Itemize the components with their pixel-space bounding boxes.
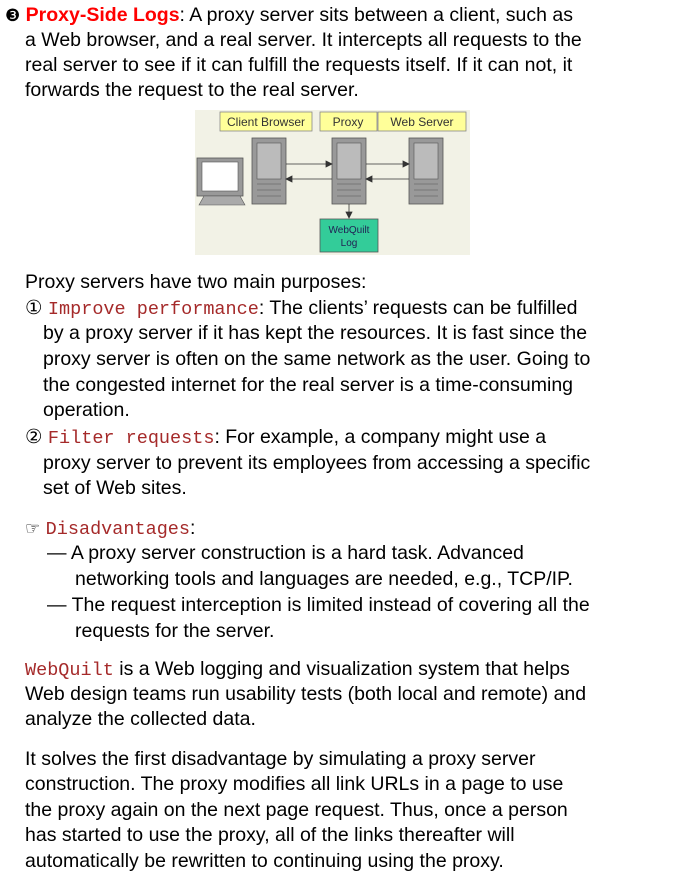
webquilt-text: Web design teams run usability tests (both local and remote) and bbox=[25, 683, 587, 705]
client-label: Client Browser bbox=[226, 115, 306, 129]
purpose-text: the congested internet for the real server is a time-consuming bbox=[43, 374, 574, 396]
disadvantages-term: Disadvantages bbox=[45, 519, 190, 540]
disadvantage-item-1 bbox=[47, 540, 524, 566]
solution-text: It solves the first disadvantage by simulating a proxy server bbox=[25, 748, 536, 770]
disadvantages-heading bbox=[25, 515, 195, 543]
disadvantage-text: The request interception is limited instead of covering all the bbox=[71, 594, 590, 616]
webquilt-line-1 bbox=[25, 656, 570, 684]
proxy-server-tower-icon bbox=[332, 138, 366, 204]
purpose-text: set of Web sites. bbox=[43, 477, 187, 499]
log-label-line-2: Log bbox=[340, 238, 358, 249]
purpose-text: by a proxy server if it has kept the resources. It is fast since the bbox=[43, 322, 588, 344]
proxy-architecture-diagram bbox=[195, 110, 470, 255]
webquilt-term: WebQuilt bbox=[25, 660, 114, 681]
purpose-term: Filter requests bbox=[47, 428, 215, 449]
client-browser-tower-icon bbox=[252, 138, 286, 204]
disadvantage-text: networking tools and languages are needed, e.g., TCP/IP. bbox=[75, 568, 573, 590]
intro-text: forwards the request to the real server. bbox=[25, 79, 359, 101]
intro-text: : A proxy server sits between a client, such as bbox=[179, 4, 573, 26]
purpose-text: : For example, a company might use a bbox=[214, 426, 547, 448]
dash-icon: — bbox=[47, 594, 67, 616]
purpose-text: proxy server to prevent its employees from accessing a specific bbox=[43, 452, 591, 474]
purpose-text: proxy server is often on the same network as the user. Going to bbox=[43, 348, 591, 370]
solution-text: construction. The proxy modifies all link URLs in a page to use bbox=[25, 773, 564, 795]
log-label-line-1: WebQuilt bbox=[328, 225, 370, 236]
web-server-tower-icon bbox=[409, 138, 443, 204]
dash-icon: — bbox=[47, 542, 67, 564]
intro-text: a Web browser, and a real server. It intercepts all requests to the bbox=[25, 29, 582, 51]
purpose-text: operation. bbox=[43, 399, 130, 421]
disadvantage-text: A proxy server construction is a hard task. Advanced bbox=[70, 542, 524, 564]
solution-text: automatically be rewritten to continuing using the proxy. bbox=[25, 850, 504, 872]
server-label: Web Server bbox=[390, 115, 454, 129]
disadvantage-item-2 bbox=[47, 592, 590, 618]
webquilt-text: analyze the collected data. bbox=[25, 708, 256, 730]
webquilt-text: is a Web logging and visualization system that helps bbox=[113, 658, 570, 680]
disadvantage-text: requests for the server. bbox=[75, 620, 275, 642]
purpose-item-2 bbox=[25, 424, 546, 452]
intro-text: real server to see if it can fulfill the requests itself. If it can not, it bbox=[25, 54, 573, 76]
circled-two-icon: ② bbox=[25, 426, 43, 448]
colon: : bbox=[190, 517, 196, 539]
client-computer-icon bbox=[197, 158, 245, 205]
purpose-term: Improve performance bbox=[47, 299, 259, 320]
solution-text: the proxy again on the next page request. Thus, once a person bbox=[25, 799, 568, 821]
section-intro-line-1 bbox=[5, 2, 573, 29]
purposes-heading: Proxy servers have two main purposes: bbox=[25, 271, 367, 293]
circled-one-icon: ① bbox=[25, 297, 43, 319]
purpose-item-1 bbox=[25, 295, 578, 323]
proxy-label: Proxy bbox=[332, 115, 364, 129]
numbered-bullet-icon: ❸ bbox=[5, 6, 21, 25]
section-title: Proxy-Side Logs bbox=[25, 4, 180, 26]
pointing-hand-icon: ☞ bbox=[25, 519, 41, 538]
solution-text: has started to use the proxy, all of the links thereafter will bbox=[25, 824, 515, 846]
purpose-text: : The clients’ requests can be fulfilled bbox=[258, 297, 578, 319]
